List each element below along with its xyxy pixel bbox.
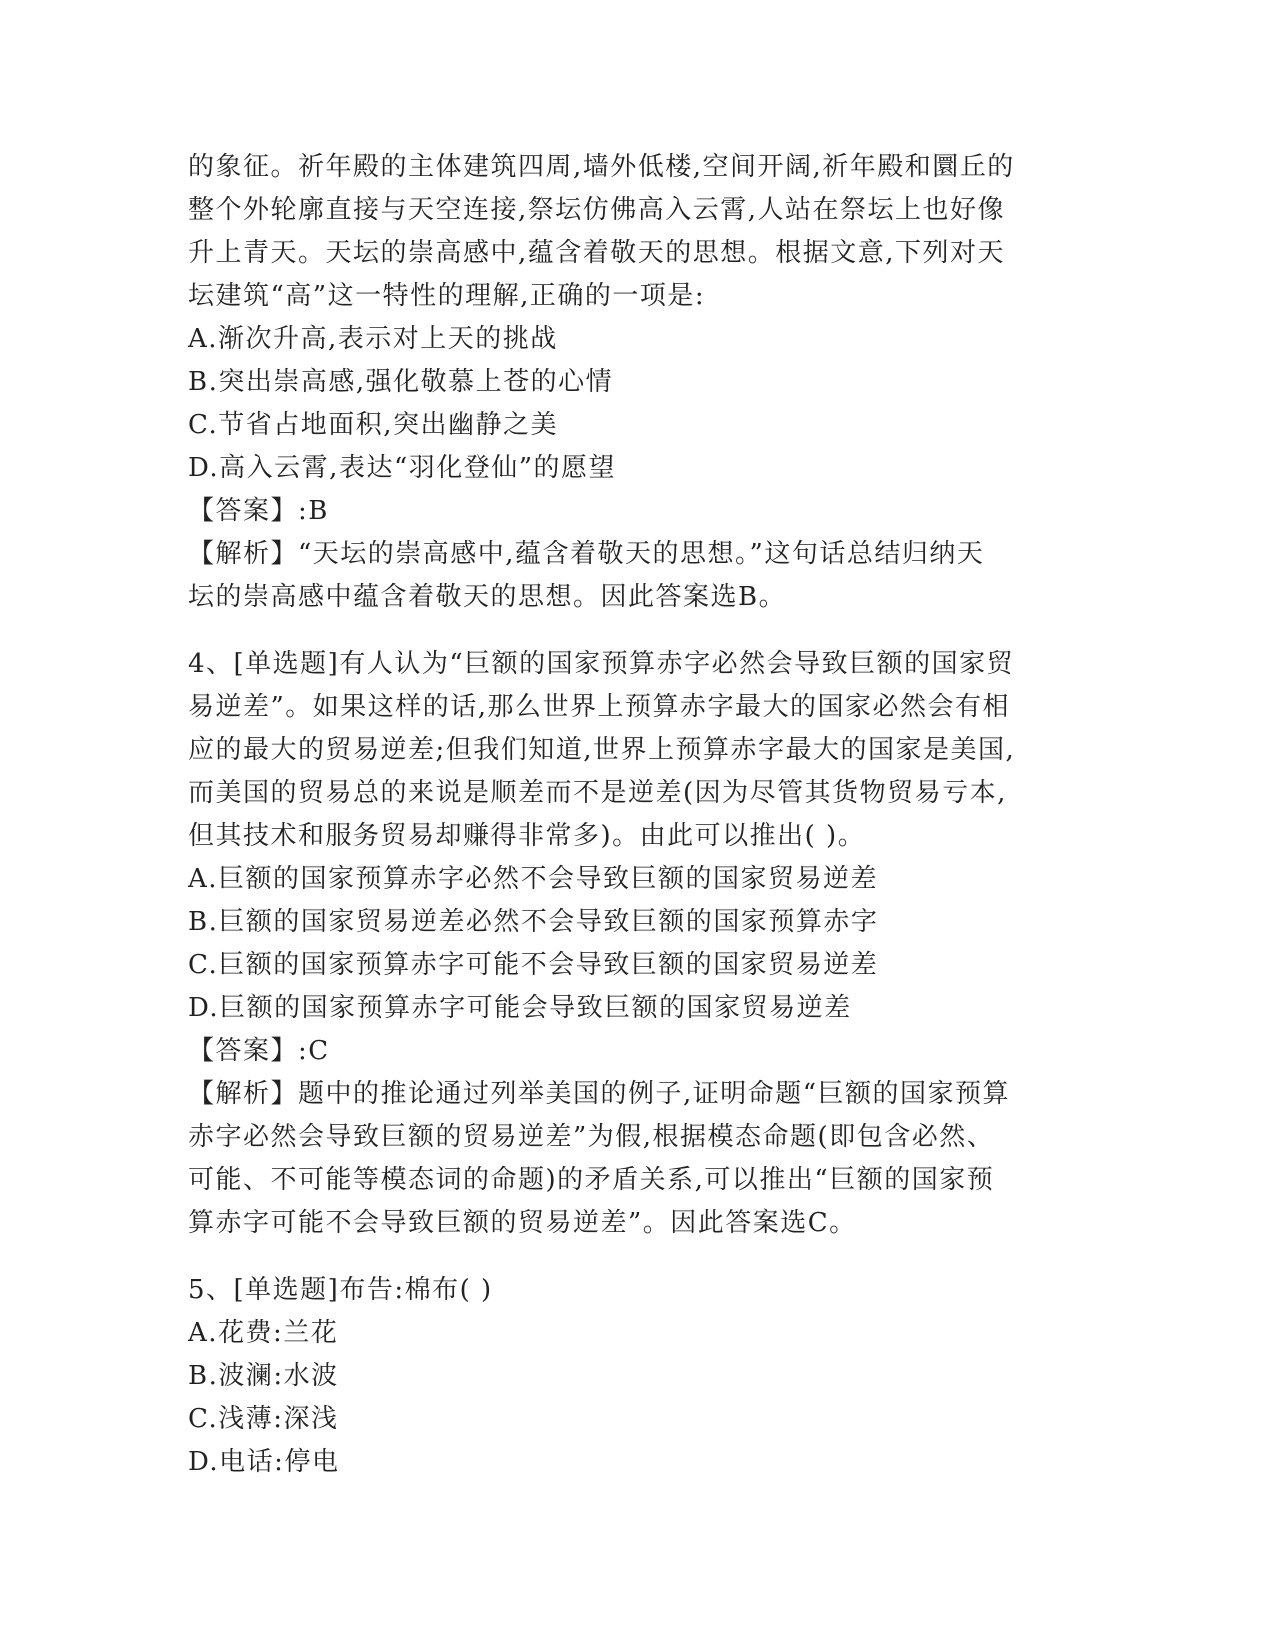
option-a: A.渐次升高,表示对上天的挑战 (188, 324, 558, 354)
question-4 (188, 643, 1068, 1245)
question-stem-line: 升上青天。天坛的崇高感中,蕴含着敬天的思想。根据文意,下列对天 (188, 238, 1006, 268)
option-d: D.高入云霄,表达“羽化登仙”的愿望 (188, 453, 617, 483)
answer-line: 【答案】:C (188, 1036, 330, 1066)
question-stem-line: 整个外轮廓直接与天空连接,祭坛仿佛高入云霄,人站在祭坛上也好像 (188, 195, 1006, 225)
option-a: A.花费:兰花 (188, 1318, 339, 1348)
option-b: B.波澜:水波 (188, 1361, 339, 1391)
question-5 (188, 1269, 1068, 1484)
option-b: B.巨额的国家贸易逆差必然不会导致巨额的国家预算赤字 (188, 907, 879, 937)
option-a: A.巨额的国家预算赤字必然不会导致巨额的国家贸易逆差 (188, 864, 879, 894)
question-stem-line: 而美国的贸易总的来说是顺差而不是逆差(因为尽管其货物贸易亏本, (188, 778, 1007, 808)
question-3-continued (188, 146, 1068, 619)
question-stem-line: 坛建筑“高”这一特性的理解,正确的一项是: (188, 281, 706, 311)
option-c: C.节省占地面积,突出幽静之美 (188, 410, 558, 440)
answer-line: 【答案】:B (188, 496, 329, 526)
option-c: C.巨额的国家预算赤字可能不会导致巨额的国家贸易逆差 (188, 950, 879, 980)
question-stem-line: 但其技术和服务贸易却赚得非常多)。由此可以推出( )。 (188, 821, 866, 851)
question-stem-line: 5、[单选题]布告:棉布( ) (188, 1275, 493, 1305)
question-spacer (188, 1245, 1068, 1269)
option-d: D.电话:停电 (188, 1447, 340, 1477)
analysis-line: 坛的崇高感中蕴含着敬天的思想。因此答案选B。 (188, 582, 787, 612)
document-page (188, 146, 1068, 1484)
option-b: B.突出崇高感,强化敬慕上苍的心情 (188, 367, 614, 397)
question-stem-line: 应的最大的贸易逆差;但我们知道,世界上预算赤字最大的国家是美国, (188, 735, 1016, 765)
question-spacer (188, 619, 1068, 643)
analysis-line: 【解析】题中的推论通过列举美国的例子,证明命题“巨额的国家预算 (188, 1079, 1011, 1109)
question-stem-line: 4、[单选题]有人认为“巨额的国家预算赤字必然会导致巨额的国家贸 (188, 649, 1015, 679)
analysis-line: 可能、不可能等模态词的命题)的矛盾关系,可以推出“巨额的国家预 (188, 1165, 995, 1195)
option-d: D.巨额的国家预算赤字可能会导致巨额的国家贸易逆差 (188, 993, 852, 1023)
analysis-line: 【解析】“天坛的崇高感中,蕴含着敬天的思想。”这句话总结归纳天 (188, 539, 985, 569)
analysis-line: 赤字必然会导致巨额的贸易逆差”为假,根据模态命题(即包含必然、 (188, 1122, 995, 1152)
analysis-line: 算赤字可能不会导致巨额的贸易逆差”。因此答案选C。 (188, 1208, 857, 1238)
option-c: C.浅薄:深浅 (188, 1404, 339, 1434)
question-stem-line: 的象征。祈年殿的主体建筑四周,墙外低楼,空间开阔,祈年殿和圜丘的 (188, 152, 1015, 182)
question-stem-line: 易逆差”。如果这样的话,那么世界上预算赤字最大的国家必然会有相 (188, 692, 1011, 722)
